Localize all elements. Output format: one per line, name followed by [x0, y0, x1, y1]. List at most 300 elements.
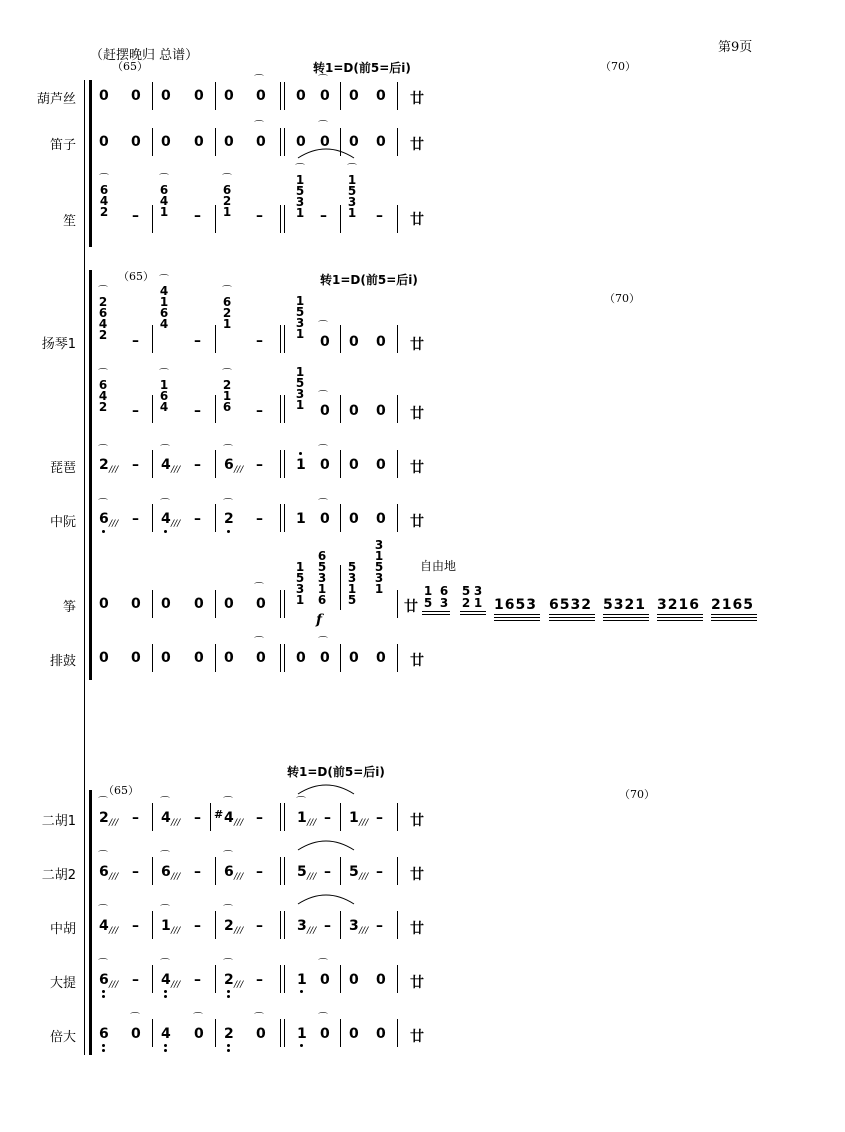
- note: 0: [256, 134, 266, 150]
- measure-number-70: （70）: [600, 60, 636, 73]
- label-erhu2: 二胡2: [41, 868, 76, 883]
- note: 0: [194, 596, 204, 612]
- label-zheng: 筝: [62, 600, 76, 615]
- arpeggio-chord: 1 5 3 1: [295, 560, 305, 607]
- arpeggio-chord: 5 3 1 5: [347, 560, 357, 607]
- note: 2: [224, 1026, 234, 1042]
- double-barline: [280, 803, 281, 831]
- barline: [152, 857, 153, 885]
- note: 4: [161, 457, 171, 473]
- fermata-icon: ⌒: [318, 121, 328, 132]
- run-group: 1653: [494, 597, 537, 613]
- fermata-icon: ⌒: [318, 391, 328, 402]
- barline: [340, 504, 341, 532]
- note: 6: [99, 972, 109, 988]
- note: 0: [376, 334, 386, 350]
- dash: –: [194, 333, 201, 349]
- barline: [215, 325, 216, 353]
- barline: [152, 1019, 153, 1047]
- double-barline: [284, 128, 285, 156]
- note: 1: [297, 972, 307, 988]
- note: 0: [256, 596, 266, 612]
- barline: [340, 911, 341, 939]
- barline: [397, 644, 398, 672]
- chord: ⌒ 6 2 1: [222, 174, 232, 219]
- note: 4: [161, 810, 171, 826]
- arpeggio-chord: ⌒ 6 2 1: [222, 286, 232, 331]
- dash: –: [376, 810, 383, 826]
- measure-number-70: （70）: [619, 788, 655, 801]
- double-barline: [284, 504, 285, 532]
- barline: [152, 965, 153, 993]
- barline: [340, 857, 341, 885]
- dash: –: [256, 403, 263, 419]
- double-barline: [280, 450, 281, 478]
- barline: [397, 395, 398, 423]
- double-barline: [284, 803, 285, 831]
- fermata-icon: ⌒: [318, 637, 328, 648]
- barline: [152, 325, 153, 353]
- double-barline: [284, 857, 285, 885]
- slur-icon: [296, 782, 356, 796]
- barline: [340, 82, 341, 110]
- fermata-icon: ⌒: [254, 75, 264, 86]
- note: 0: [320, 334, 330, 350]
- note: 0: [349, 88, 359, 104]
- note: 0: [296, 650, 306, 666]
- note: 0: [320, 1026, 330, 1042]
- dash: –: [132, 333, 139, 349]
- double-barline: [284, 325, 285, 353]
- note: 0: [131, 1026, 141, 1042]
- barline: [397, 205, 398, 233]
- note-group: 5 2: [461, 584, 471, 610]
- note: 0: [349, 334, 359, 350]
- note: 0: [194, 134, 204, 150]
- fermata-icon: ⌒: [160, 499, 170, 510]
- fermata-icon: ⌒: [318, 321, 328, 332]
- note: 0: [320, 457, 330, 473]
- fermata-icon: ⌒: [160, 959, 170, 970]
- note: 3: [297, 918, 307, 934]
- barline: [397, 128, 398, 156]
- run-group: 2165: [711, 597, 754, 613]
- dash: –: [132, 810, 139, 826]
- dash: –: [324, 918, 331, 934]
- double-barline: [280, 82, 281, 110]
- barline: [152, 590, 153, 618]
- double-barline: [284, 450, 285, 478]
- note: 0: [99, 596, 109, 612]
- note: 1: [349, 810, 359, 826]
- dash: –: [132, 457, 139, 473]
- fermata-icon: ⌒: [254, 121, 264, 132]
- dash: –: [132, 972, 139, 988]
- barline: [215, 965, 216, 993]
- fermata-icon: ⌒: [98, 905, 108, 916]
- dash: –: [194, 810, 201, 826]
- key-change: 转1=D(前5=后i): [320, 273, 418, 287]
- barline: [152, 803, 153, 831]
- dash: –: [132, 864, 139, 880]
- note: 0: [99, 134, 109, 150]
- slur-icon: [296, 838, 356, 852]
- barline: [152, 911, 153, 939]
- dash: –: [256, 864, 263, 880]
- barline: [215, 590, 216, 618]
- fermata-icon: ⌒: [318, 959, 328, 970]
- fermata-icon: ⌒: [318, 499, 328, 510]
- dash: –: [256, 208, 263, 224]
- chord: ⌒ 6 4 2: [99, 174, 109, 219]
- dash: –: [194, 208, 201, 224]
- double-barline: [284, 205, 285, 233]
- double-barline: [280, 857, 281, 885]
- note: 2: [224, 511, 234, 527]
- dash: –: [256, 972, 263, 988]
- run-group: 3216: [657, 597, 700, 613]
- note: 2: [224, 918, 234, 934]
- barline: [152, 82, 153, 110]
- note: 0: [376, 972, 386, 988]
- barline: [215, 450, 216, 478]
- note: 4: [161, 972, 171, 988]
- barline: [397, 450, 398, 478]
- note: 0: [131, 134, 141, 150]
- free-meter-sign: 廿: [410, 406, 424, 422]
- barline: [397, 911, 398, 939]
- note: 0: [131, 88, 141, 104]
- arpeggio-chord: 1 5 3 1: [295, 294, 305, 341]
- arpeggio-chord: ⌒ 1 6 4: [159, 369, 169, 414]
- measure-number-65: （65）: [118, 270, 154, 283]
- note: 6: [224, 457, 234, 473]
- fermata-icon: ⌒: [160, 851, 170, 862]
- barline: [397, 82, 398, 110]
- arpeggio-chord: 3 1 5 3 1: [374, 538, 384, 596]
- fermata-icon: ⌒: [318, 1013, 328, 1024]
- note: 1: [296, 457, 306, 473]
- barline: [340, 450, 341, 478]
- barline: [215, 504, 216, 532]
- note: 4: [224, 810, 234, 826]
- note: 0: [320, 511, 330, 527]
- barline: [152, 644, 153, 672]
- label-hulusi: 葫芦丝: [36, 92, 76, 107]
- note: 0: [99, 650, 109, 666]
- note: 0: [349, 457, 359, 473]
- note: 1: [297, 810, 307, 826]
- double-barline: [284, 911, 285, 939]
- fermata-icon: ⌒: [98, 851, 108, 862]
- dash: –: [132, 403, 139, 419]
- slur-icon: [296, 892, 356, 906]
- chord: ⌒ 1 5 3 1: [295, 164, 305, 220]
- note: 5: [297, 864, 307, 880]
- note: 4: [161, 1026, 171, 1042]
- note: 0: [349, 134, 359, 150]
- dash: –: [320, 208, 327, 224]
- fermata-icon: ⌒: [254, 1013, 264, 1024]
- note: 0: [99, 88, 109, 104]
- note: 0: [224, 596, 234, 612]
- note: 0: [256, 88, 266, 104]
- fermata-icon: ⌒: [296, 797, 306, 808]
- barline: [215, 205, 216, 233]
- note: 0: [349, 511, 359, 527]
- note: 1: [161, 918, 171, 934]
- double-barline: [280, 325, 281, 353]
- tempo-marking: 自由地: [420, 559, 457, 573]
- fermata-icon: ⌒: [160, 445, 170, 456]
- barline: [215, 395, 216, 423]
- double-barline: [284, 590, 285, 618]
- barline: [397, 325, 398, 353]
- chord: ⌒ 6 4 1: [159, 174, 169, 219]
- barline: [340, 205, 341, 233]
- key-change: 转1=D(前5=后i): [313, 61, 411, 75]
- dash: –: [132, 511, 139, 527]
- arpeggio-chord: ⌒ 2 6 4 2: [98, 286, 108, 342]
- barline: [340, 644, 341, 672]
- note: 0: [349, 1026, 359, 1042]
- note: 1: [296, 511, 306, 527]
- barline: [215, 911, 216, 939]
- fermata-icon: ⌒: [98, 499, 108, 510]
- slur-icon: [296, 146, 356, 160]
- barline: [152, 395, 153, 423]
- barline: [340, 1019, 341, 1047]
- barline: [152, 128, 153, 156]
- fermata-icon: ⌒: [254, 583, 264, 594]
- barline: [340, 128, 341, 156]
- note: 0: [256, 1026, 266, 1042]
- double-barline: [284, 1019, 285, 1047]
- note: 0: [376, 1026, 386, 1042]
- strings-bracket: [89, 790, 92, 1055]
- note-group: 3 1: [473, 584, 483, 610]
- free-meter-sign: 廿: [410, 1029, 424, 1045]
- barline: [215, 644, 216, 672]
- run-group: 6532: [549, 597, 592, 613]
- note: 6: [99, 511, 109, 527]
- fermata-icon: ⌒: [160, 797, 170, 808]
- note: 1: [297, 1026, 307, 1042]
- note: 0: [161, 134, 171, 150]
- free-meter-sign: 廿: [410, 653, 424, 669]
- double-barline: [284, 395, 285, 423]
- double-barline: [284, 82, 285, 110]
- chord: ⌒ 1 5 3 1: [347, 164, 357, 220]
- fermata-icon: ⌒: [223, 905, 233, 916]
- note: 6: [99, 864, 109, 880]
- arpeggio-chord: ⌒ 2 1 6: [222, 369, 232, 414]
- note: 0: [376, 88, 386, 104]
- label-zhongruan: 中阮: [49, 515, 76, 530]
- label-zhonghu: 中胡: [49, 922, 76, 937]
- note: 2: [99, 457, 109, 473]
- note: 0: [349, 650, 359, 666]
- barline: [397, 590, 398, 618]
- dash: –: [132, 208, 139, 224]
- barline: [215, 128, 216, 156]
- dash: –: [256, 810, 263, 826]
- double-barline: [284, 644, 285, 672]
- fermata-icon: ⌒: [223, 445, 233, 456]
- dash: –: [194, 918, 201, 934]
- free-meter-sign: 廿: [410, 137, 424, 153]
- fermata-icon: ⌒: [98, 959, 108, 970]
- label-pipa: 琵琶: [49, 461, 76, 476]
- arpeggio-chord: 6 5 3 1 6: [317, 549, 327, 607]
- note: 5: [349, 864, 359, 880]
- barline: [397, 1019, 398, 1047]
- barline: [215, 857, 216, 885]
- barline: [210, 803, 211, 831]
- barline: [340, 965, 341, 993]
- double-barline: [280, 644, 281, 672]
- system-line: [84, 80, 85, 1055]
- note: 0: [320, 88, 330, 104]
- arpeggio-chord: 1 5 3 1: [295, 365, 305, 412]
- note: 0: [131, 650, 141, 666]
- page-number: 第9页: [718, 40, 753, 55]
- free-meter-sign: 廿: [404, 599, 418, 615]
- note: 0: [376, 650, 386, 666]
- barline: [340, 565, 341, 610]
- note: 6: [224, 864, 234, 880]
- free-meter-sign: 廿: [410, 337, 424, 353]
- label-yangqin: 扬琴1: [41, 337, 76, 352]
- fermata-icon: ⌒: [223, 797, 233, 808]
- dash: –: [324, 810, 331, 826]
- arpeggio-chord: ⌒ 4 1 6 4: [159, 275, 169, 331]
- free-meter-sign: 廿: [410, 514, 424, 530]
- sharp-icon: #: [214, 808, 224, 821]
- double-barline: [280, 911, 281, 939]
- double-barline: [280, 965, 281, 993]
- plucked-bracket: [89, 270, 92, 680]
- note: 0: [349, 972, 359, 988]
- double-barline: [280, 1019, 281, 1047]
- dash: –: [256, 511, 263, 527]
- note: 0: [320, 972, 330, 988]
- barline: [152, 450, 153, 478]
- key-change: 转1=D(前5=后i): [287, 765, 385, 779]
- note: 0: [349, 403, 359, 419]
- double-barline: [280, 504, 281, 532]
- note: 0: [224, 134, 234, 150]
- dash: –: [194, 511, 201, 527]
- note: 6: [161, 864, 171, 880]
- label-dizi: 笛子: [49, 138, 76, 153]
- barline: [340, 395, 341, 423]
- dash: –: [256, 918, 263, 934]
- note: 0: [131, 596, 141, 612]
- free-meter-sign: 廿: [410, 975, 424, 991]
- note: 0: [224, 650, 234, 666]
- fermata-icon: ⌒: [98, 797, 108, 808]
- label-bass: 倍大: [49, 1030, 76, 1045]
- note: 0: [224, 88, 234, 104]
- note-group: 1 5: [423, 584, 433, 610]
- fermata-icon: ⌒: [160, 905, 170, 916]
- note: 0: [376, 511, 386, 527]
- dynamic-forte: f: [316, 612, 323, 628]
- note: 6: [99, 1026, 109, 1042]
- dash: –: [194, 457, 201, 473]
- fermata-icon: ⌒: [223, 851, 233, 862]
- note: 0: [296, 88, 306, 104]
- dash: –: [194, 972, 201, 988]
- barline: [397, 504, 398, 532]
- note: 0: [320, 403, 330, 419]
- dash: –: [256, 333, 263, 349]
- fermata-icon: ⌒: [223, 499, 233, 510]
- dash: –: [376, 208, 383, 224]
- score-title: （赶摆晚归 总谱）: [90, 48, 199, 63]
- note: 0: [161, 650, 171, 666]
- note: 0: [161, 88, 171, 104]
- note: 0: [320, 650, 330, 666]
- arpeggio-chord: ⌒ 6 4 2: [98, 369, 108, 414]
- double-barline: [284, 965, 285, 993]
- note: 0: [376, 134, 386, 150]
- dash: –: [194, 864, 201, 880]
- free-meter-sign: 廿: [410, 91, 424, 107]
- dash: –: [132, 918, 139, 934]
- fermata-icon: ⌒: [98, 445, 108, 456]
- fermata-icon: ⌒: [318, 445, 328, 456]
- fermata-icon: ⌒: [223, 959, 233, 970]
- label-paigu: 排鼓: [49, 654, 76, 669]
- barline: [152, 205, 153, 233]
- fermata-icon: ⌒: [193, 1013, 203, 1024]
- barline: [397, 965, 398, 993]
- measure-number-65: （65）: [103, 784, 139, 797]
- barline: [215, 1019, 216, 1047]
- dash: –: [376, 918, 383, 934]
- barline: [215, 82, 216, 110]
- free-meter-sign: 廿: [410, 921, 424, 937]
- fermata-icon: ⌒: [318, 75, 328, 86]
- note: 0: [256, 650, 266, 666]
- woodwind-bracket: [89, 80, 92, 247]
- double-barline: [280, 205, 281, 233]
- note: 0: [194, 650, 204, 666]
- free-meter-sign: 廿: [410, 212, 424, 228]
- dash: –: [324, 864, 331, 880]
- note-group: 6 3: [439, 584, 449, 610]
- dash: –: [256, 457, 263, 473]
- label-cello: 大提: [49, 976, 76, 991]
- barline: [152, 504, 153, 532]
- note: 0: [194, 88, 204, 104]
- note: 0: [161, 596, 171, 612]
- measure-number-65: （65）: [112, 60, 148, 73]
- barline: [397, 857, 398, 885]
- note: 4: [161, 511, 171, 527]
- note: 0: [194, 1026, 204, 1042]
- note: 0: [376, 403, 386, 419]
- note: 0: [320, 134, 330, 150]
- note: 2: [224, 972, 234, 988]
- note: 0: [376, 457, 386, 473]
- label-sheng: 笙: [62, 214, 76, 229]
- dash: –: [376, 864, 383, 880]
- run-group: 5321: [603, 597, 646, 613]
- measure-number-70: （70）: [604, 292, 640, 305]
